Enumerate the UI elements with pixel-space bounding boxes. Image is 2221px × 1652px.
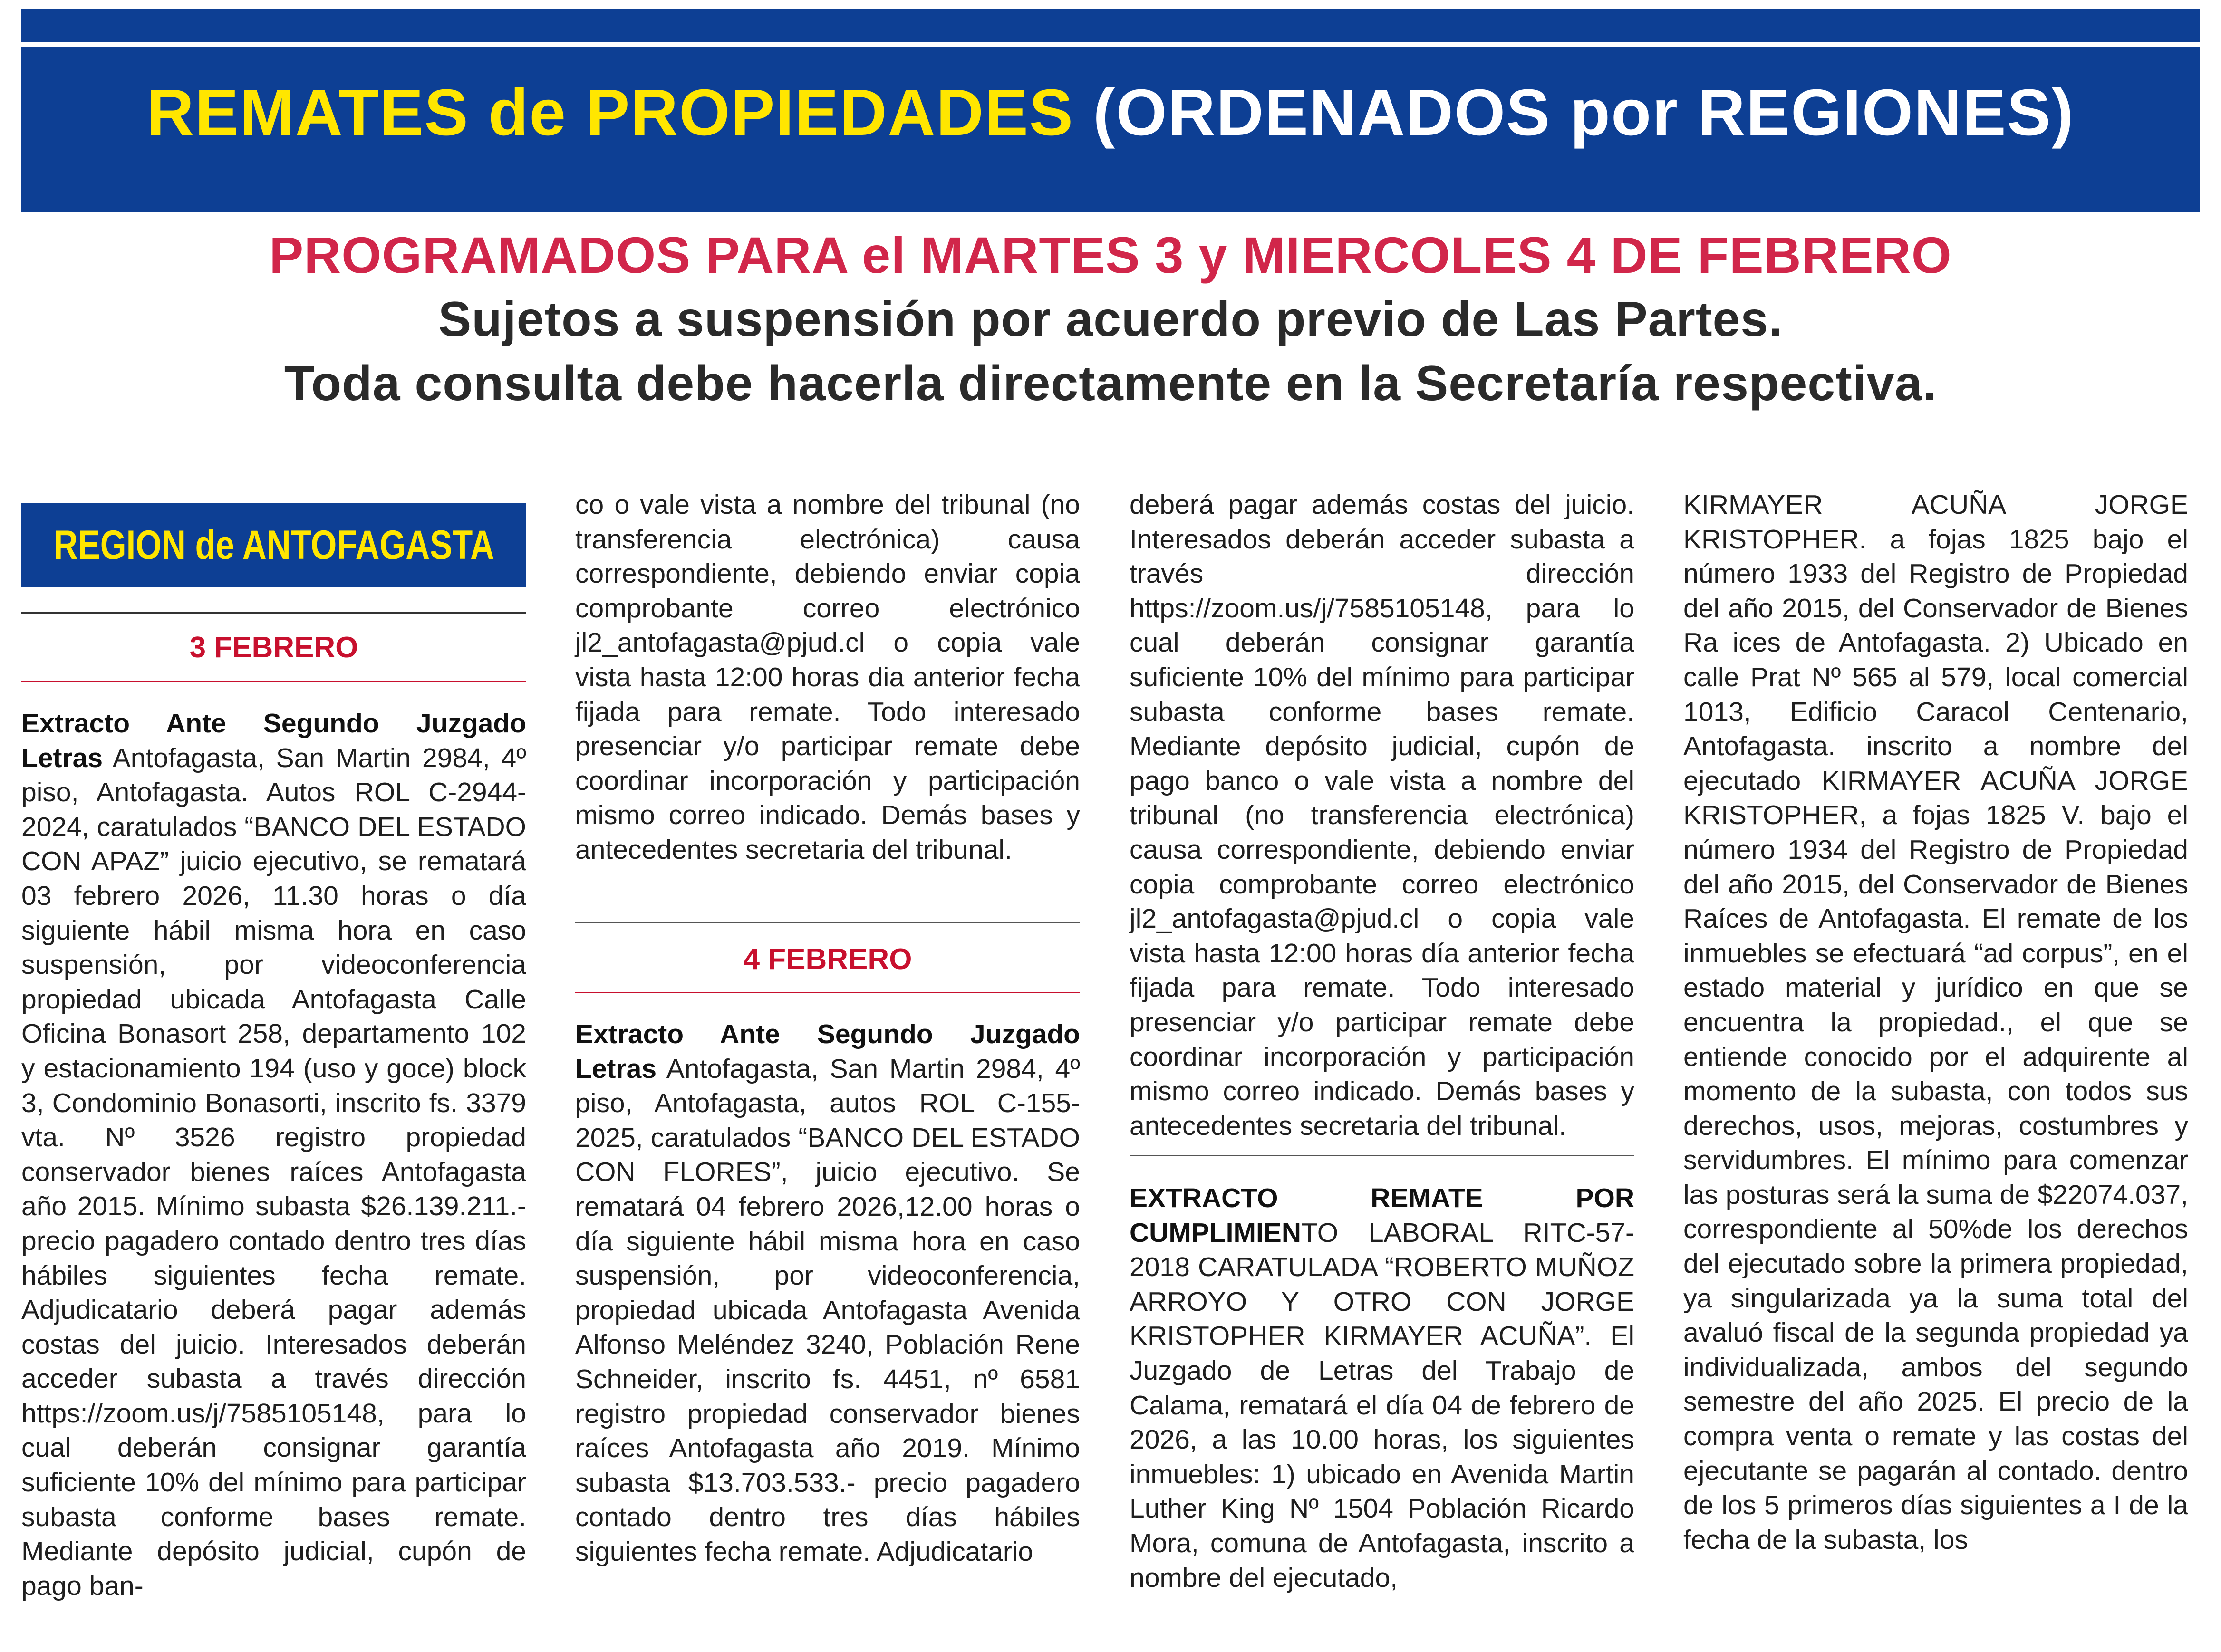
notice-divider bbox=[1130, 1155, 1634, 1156]
date-heading-feb3: 3 FEBRERO bbox=[189, 631, 358, 664]
page-title bbox=[21, 76, 2200, 149]
notice-3-lead: EXTRACTO REMATE POR CUMPLIMIEN bbox=[1130, 1183, 1634, 1248]
notice-1-lead: Extracto Ante Segundo Juzgado Letras bbox=[21, 708, 526, 773]
notice-2-lead: Extracto Ante Segundo Juzgado Letras bbox=[575, 1019, 1080, 1084]
notice-1-continued bbox=[575, 488, 1080, 906]
region-label-text: REGION de ANTOFAGASTA bbox=[53, 522, 494, 568]
date-rule bbox=[21, 681, 526, 682]
notice-3 bbox=[1130, 1181, 1634, 1595]
date-rule bbox=[575, 992, 1080, 993]
notice-2-continued bbox=[1130, 488, 1634, 1143]
notice-2 bbox=[575, 1017, 1080, 1569]
title-part-1: REMATES de PROPIEDADES bbox=[146, 76, 1074, 149]
suspension-note: Sujetos a suspensión por acuerdo previo de Las Partes. bbox=[438, 292, 1783, 347]
schedule-heading: PROGRAMADOS PARA el MARTES 3 y MIERCOLES 4 DE FEBRERO bbox=[269, 226, 1952, 284]
header-banner bbox=[21, 9, 2200, 212]
consultation-note: Toda consulta debe hacerla directamente en la Secretaría respectiva. bbox=[284, 356, 1937, 411]
section-rule bbox=[21, 612, 526, 614]
title-part-2: (ORDENADOS por REGIONES) bbox=[1093, 76, 2075, 149]
notice-1 bbox=[21, 706, 526, 1603]
notice-1-continued-text: co o vale vista a nombre del tribunal (no transferencia electrónica) causa correspondiente, debiendo enviar copia comprobante correo electrónico jl2_antofagasta@pjud.cl o copia vale vista hasta 12:00 horas dia anterior fecha fijada para remate. Todo interesado presenciar y/o participar remate debe coordinar incorporación y participación mismo correo indicado. Demás bases y antecedentes secretaria del tribunal. bbox=[575, 490, 1080, 865]
notice-3-continued-text: KIRMAYER ACUÑA JORGE KRISTOPHER. a fojas 1825 bajo el número 1933 del Registro de Propiedad del año 2015, del Conservador de Bienes Ra ices de Antofagasta. 2) Ubicado en calle Prat Nº 565 al 579, local comercial 1013, Edificio Caracol Centenario, Antofagasta. inscrito a nombre del ejecutado KIRMAYER ACUÑA JORGE KRISTOPHER, a fojas 1825 V. bajo el número 1934 del Registro de Propiedad del año 2015, del Conservador de Bienes Raíces de Antofagasta. El remate de los inmuebles se efectuará “ad corpus”, en el estado material y jurídico en que se encuentra la propiedad., el que se entiende conocido por el adquirente al momento de la subasta, con todos sus derechos, usos, mejoras, costumbres y servidumbres. El mínimo para comenzar las posturas será la suma de $22074.037, correspondiente al 50%de los derechos del ejecutado sobre la primera propiedad, ya singularizada ya la suma total del avaluó fiscal de la segunda propiedad ya individualizada, ambos del segundo semestre del año 2025. El precio de la compra venta o remate y las costas del ejecutante se pagarán al contado. dentro de los 5 primeros días siguientes a I de la fecha de la subasta, los bbox=[1683, 490, 2188, 1555]
banner-divider bbox=[21, 42, 2200, 47]
notice-2-body: Antofagasta, San Martin 2984, 4º piso, Antofagasta, autos ROL C-155-2025, caratulados “BANCO DEL ESTADO CON FLORES”, juicio ejecutivo. Se rematará 04 febrero 2026,12.00 horas o día siguiente hábil misma hora en caso suspensión, por videoconferencia, propiedad ubicada Antofagasta Avenida Alfonso Meléndez 3240, Población Rene Schneider, inscrito fs. 4451, nº 6581 registro propiedad conservador bienes raíces Antofagasta año 2019. Mínimo subasta $13.703.533.- precio pagadero contado dentro tres días hábiles siguientes fecha remate. Adjudicatario bbox=[575, 1053, 1080, 1567]
notice-divider bbox=[575, 922, 1080, 923]
notice-1-body: Antofagasta, San Martin 2984, 4º piso, Antofagasta. Autos ROL C-2944-2024, caratulados “BANCO DEL ESTADO CON APAZ” juicio ejecutivo, se rematará 03 febrero 2026, 11.30 horas o día siguiente hábil misma hora en caso suspensión, por videoconferencia propiedad ubicada Antofagasta Calle Oficina Bonasort 258, departamento 102 y estacionamiento 194 (uso y goce) block 3, Condominio Bonasorti, inscrito fs. 3379 vta. Nº 3526 registro propiedad conservador bienes raíces Antofagasta año 2015. Mínimo subasta $26.139.211.- precio pagadero contado dentro tres días hábiles siguientes fecha remate. Adjudicatario deberá pagar además costas del juicio. Interesados deberán acceder subasta a través dirección https://zoom.us/j/7585105148, para lo cual deberán consignar garantía suficiente 10% del mínimo para participar subasta conforme bases remate. Mediante depósito judicial, cupón de pago ban- bbox=[21, 742, 526, 1601]
date-heading-feb4: 4 FEBRERO bbox=[743, 943, 912, 976]
notice-2-continued-text: deberá pagar además costas del juicio. Interesados deberán acceder subasta a través dirección https://zoom.us/j/7585105148, para lo cual deberán consignar garantía suficiente 10% del mínimo para participar subasta conforme bases remate. Mediante depósito judicial, cupón de pago banco o vale vista a nombre del tribunal (no transferencia electrónica) causa correspondiente, debiendo enviar copia comprobante correo electrónico jl2_antofagasta@pjud.cl o copia vale vista hasta 12:00 horas día anterior fecha fijada para remate. Todo interesado presenciar y/o participar remate debe coordinar incorporación y participación mismo correo indicado. Demás bases y antecedentes secretaria del tribunal. bbox=[1130, 490, 1634, 1141]
notice-3-body: TO LABORAL RITC-57-2018 CARATULADA “ROBERTO MUÑOZ ARROYO Y OTRO CON JORGE KRISTOPHER KIRMAYER ACUÑA”. El Juzgado de Letras del Trabajo de Calama, rematará el día 04 de febrero de 2026, a las 10.00 horas, los siguientes inmuebles: 1) ubicado en Avenida Martin Luther King Nº 1504 Población Ricardo Mora, comuna de Antofagasta, inscrito a nombre del ejecutado, bbox=[1130, 1217, 1634, 1593]
region-label bbox=[21, 503, 526, 587]
notice-3-continued bbox=[1683, 488, 2188, 1557]
